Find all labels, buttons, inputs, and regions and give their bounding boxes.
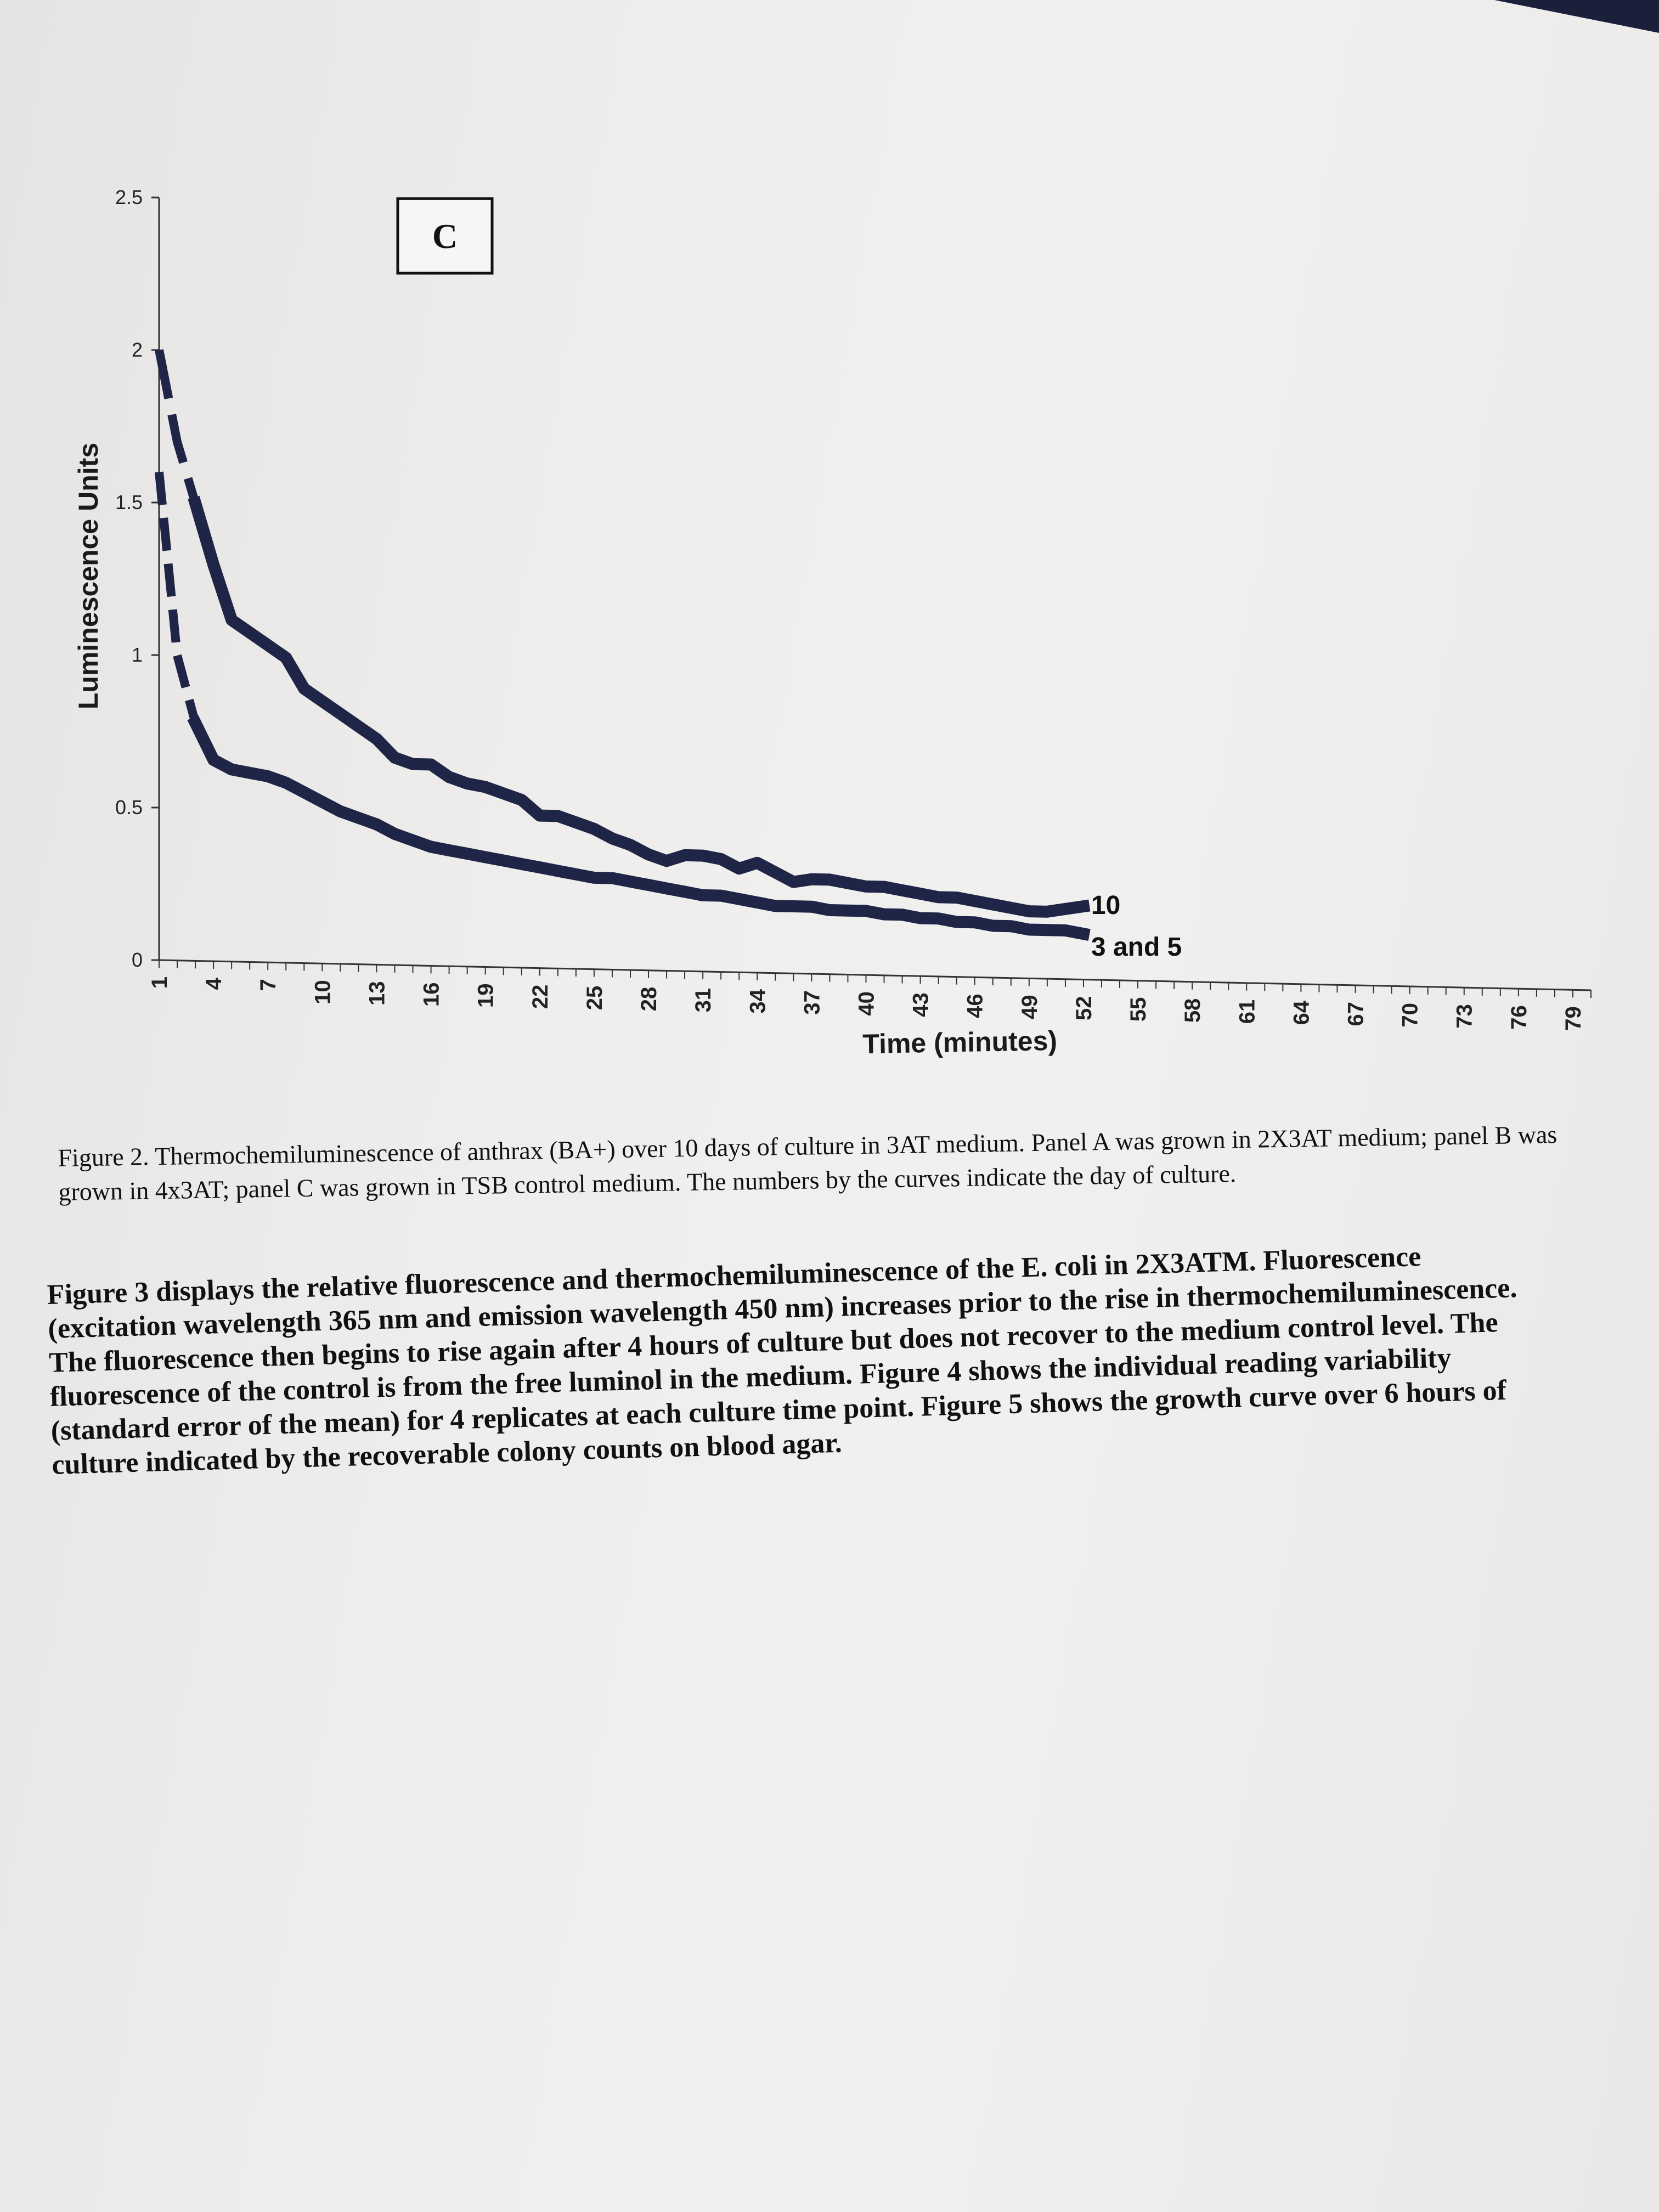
- y-tick-label: 2: [131, 338, 143, 361]
- y-axis-ticks: [115, 186, 159, 971]
- x-axis-ticks: [148, 960, 1591, 1031]
- x-tick-label: 46: [963, 994, 988, 1018]
- x-tick-label: 58: [1181, 998, 1205, 1023]
- x-tick-label: 70: [1398, 1003, 1423, 1028]
- x-tick-label: 43: [909, 992, 933, 1017]
- y-tick-label: 0: [131, 949, 143, 971]
- x-tick-label: 55: [1126, 997, 1151, 1022]
- series-end-label: 10: [1091, 891, 1121, 921]
- y-tick-label: 2.5: [115, 186, 143, 208]
- panel-label: C: [432, 217, 458, 256]
- body-paragraph: [47, 1237, 1533, 1482]
- chart-axes: [159, 198, 1591, 990]
- x-tick-label: 64: [1289, 1000, 1314, 1025]
- x-tick-label: 10: [311, 980, 335, 1005]
- y-tick-label: 1: [131, 644, 143, 666]
- x-tick-label: 7: [256, 979, 281, 991]
- x-tick-label: 1: [148, 977, 172, 989]
- y-tick-label: 0.5: [115, 796, 143, 819]
- series-labels: [1091, 891, 1182, 962]
- x-tick-label: 76: [1506, 1005, 1531, 1030]
- y-axis-title: Luminescence Units: [73, 442, 104, 710]
- x-tick-label: 52: [1071, 996, 1096, 1021]
- series-end-label: 3 and 5: [1091, 933, 1182, 962]
- x-tick-label: 4: [202, 978, 227, 990]
- x-tick-label: 49: [1017, 995, 1042, 1019]
- series-layer: [159, 350, 1084, 934]
- x-tick-label: 73: [1452, 1004, 1477, 1029]
- x-tick-label: 22: [528, 984, 552, 1009]
- x-axis-title: Time (minutes): [862, 1025, 1058, 1060]
- body-paragraph-text: Figure 3 displays the relative fluorescence and thermochemiluminescence of the E. coli in 2X3ATM. Fluorescence (excitation wavelength 365 nm and emission wavelength 450 nm) increases prior to the rise in thermochemiluminescence. The fluorescence then begins to rise again after 4 hours of culture but does not recover to the medium control level. The fluorescence of the control is from the free luminol in the medium. Figure 4 shows the individual reading variability (standard error of the mean) for 4 replicates at each culture time point. Figure 5 shows the growth curve over 6 hours of culture indicated by the recoverable colony counts on blood agar.: [47, 1241, 1518, 1481]
- x-tick-label: 79: [1561, 1006, 1585, 1031]
- x-tick-label: 31: [691, 988, 716, 1013]
- x-tick-label: 37: [800, 990, 825, 1015]
- x-tick-label: 28: [637, 986, 662, 1012]
- x-tick-label: 13: [365, 981, 390, 1006]
- series-line-leadin: [159, 472, 195, 723]
- x-tick-label: 25: [582, 985, 607, 1011]
- x-tick-label: 40: [854, 991, 879, 1016]
- x-tick-label: 16: [419, 982, 444, 1007]
- x-tick-label: 34: [746, 989, 770, 1014]
- y-tick-label: 1.5: [115, 491, 143, 514]
- figure-caption: [58, 1118, 1573, 1209]
- x-tick-label: 19: [473, 983, 498, 1008]
- x-tick-label: 61: [1235, 999, 1260, 1024]
- luminescence-chart: [0, 0, 1659, 1097]
- series-line-leadin: [159, 350, 195, 503]
- series-line: [195, 503, 1084, 911]
- caption-text: Figure 2. Thermochemiluminescence of anthrax (BA+) over 10 days of culture in 3AT medium. Panel A was grown in 2X3AT medium; panel B was grown in 4x3AT; panel C was grown in TSB control medium. The numbers by the curves indicate the day of culture.: [58, 1120, 1558, 1206]
- x-tick-label: 67: [1344, 1001, 1368, 1026]
